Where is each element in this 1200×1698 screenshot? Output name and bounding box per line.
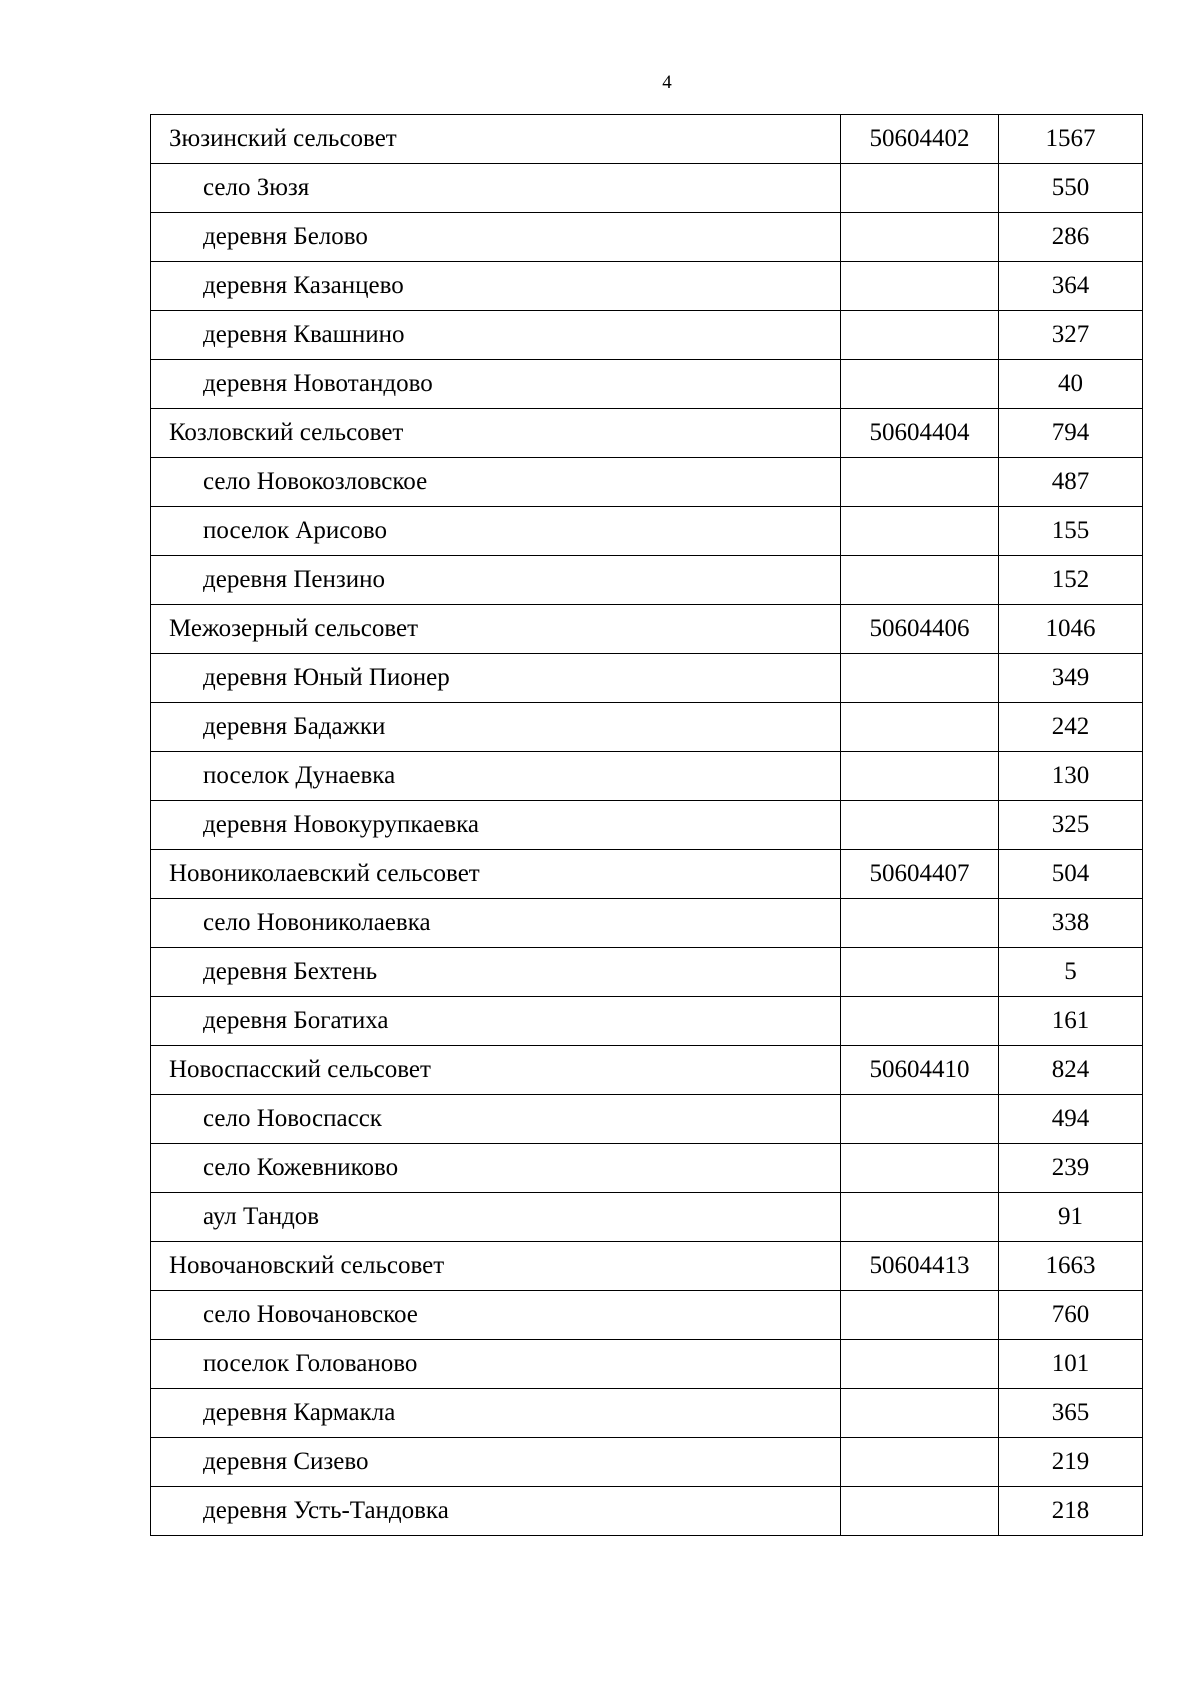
- page-number: 4: [662, 72, 672, 93]
- settlement-row: [151, 1340, 1143, 1389]
- council-name: Новониколаевский сельсовет: [151, 850, 841, 899]
- population-count: 219: [999, 1438, 1143, 1487]
- settlement-name: деревня Казанцево: [151, 262, 841, 311]
- oktmo-code: 50604402: [841, 115, 999, 164]
- council-row: [151, 850, 1143, 899]
- population-count: 5: [999, 948, 1143, 997]
- settlement-name: деревня Новокурупкаевка: [151, 801, 841, 850]
- population-count: 487: [999, 458, 1143, 507]
- settlement-name: деревня Сизево: [151, 1438, 841, 1487]
- settlement-row: [151, 164, 1143, 213]
- settlement-row: [151, 703, 1143, 752]
- oktmo-code: [841, 703, 999, 752]
- settlement-row: [151, 1144, 1143, 1193]
- settlement-name: деревня Новотандово: [151, 360, 841, 409]
- oktmo-code: [841, 458, 999, 507]
- population-count: 239: [999, 1144, 1143, 1193]
- population-count: 364: [999, 262, 1143, 311]
- settlement-row: [151, 1193, 1143, 1242]
- oktmo-code: [841, 1389, 999, 1438]
- council-row: [151, 115, 1143, 164]
- settlement-name: село Новоспасск: [151, 1095, 841, 1144]
- oktmo-code: 50604406: [841, 605, 999, 654]
- council-row: [151, 1046, 1143, 1095]
- settlement-row: [151, 948, 1143, 997]
- settlement-name: деревня Белово: [151, 213, 841, 262]
- settlement-name: деревня Усть-Тандовка: [151, 1487, 841, 1536]
- council-name: Козловский сельсовет: [151, 409, 841, 458]
- population-count: 155: [999, 507, 1143, 556]
- settlement-name: поселок Дунаевка: [151, 752, 841, 801]
- oktmo-code: [841, 899, 999, 948]
- population-count: 824: [999, 1046, 1143, 1095]
- settlement-row: [151, 213, 1143, 262]
- oktmo-code: [841, 948, 999, 997]
- council-name: Новоспасский сельсовет: [151, 1046, 841, 1095]
- population-count: 349: [999, 654, 1143, 703]
- settlement-name: поселок Арисово: [151, 507, 841, 556]
- council-row: [151, 605, 1143, 654]
- settlement-name: поселок Голованово: [151, 1340, 841, 1389]
- population-count: 494: [999, 1095, 1143, 1144]
- settlement-name: деревня Квашнино: [151, 311, 841, 360]
- settlement-row: [151, 556, 1143, 605]
- oktmo-code: [841, 1144, 999, 1193]
- oktmo-code: [841, 1193, 999, 1242]
- settlement-name: деревня Бадажки: [151, 703, 841, 752]
- population-count: 218: [999, 1487, 1143, 1536]
- population-count: 91: [999, 1193, 1143, 1242]
- oktmo-code: [841, 1487, 999, 1536]
- settlement-name: аул Тандов: [151, 1193, 841, 1242]
- population-count: 365: [999, 1389, 1143, 1438]
- table-body: [151, 115, 1143, 1536]
- oktmo-code: [841, 1438, 999, 1487]
- settlement-name: деревня Кармакла: [151, 1389, 841, 1438]
- oktmo-code: [841, 997, 999, 1046]
- population-count: 760: [999, 1291, 1143, 1340]
- settlement-name: деревня Юный Пионер: [151, 654, 841, 703]
- population-count: 794: [999, 409, 1143, 458]
- settlement-row: [151, 507, 1143, 556]
- settlement-row: [151, 1438, 1143, 1487]
- council-name: Новочановский сельсовет: [151, 1242, 841, 1291]
- settlement-name: село Новокозловское: [151, 458, 841, 507]
- oktmo-code: [841, 1291, 999, 1340]
- oktmo-code: [841, 507, 999, 556]
- council-name: Межозерный сельсовет: [151, 605, 841, 654]
- oktmo-code: 50604413: [841, 1242, 999, 1291]
- settlement-row: [151, 654, 1143, 703]
- settlement-row: [151, 752, 1143, 801]
- population-count: 161: [999, 997, 1143, 1046]
- oktmo-code: [841, 360, 999, 409]
- settlement-name: деревня Пензино: [151, 556, 841, 605]
- settlement-row: [151, 1389, 1143, 1438]
- oktmo-code: [841, 752, 999, 801]
- settlement-row: [151, 1291, 1143, 1340]
- oktmo-code: [841, 164, 999, 213]
- population-count: 40: [999, 360, 1143, 409]
- population-count: 1046: [999, 605, 1143, 654]
- oktmo-code: [841, 213, 999, 262]
- settlement-name: село Зюзя: [151, 164, 841, 213]
- population-count: 101: [999, 1340, 1143, 1389]
- settlement-row: [151, 997, 1143, 1046]
- settlement-name: село Новочановское: [151, 1291, 841, 1340]
- population-count: 550: [999, 164, 1143, 213]
- settlements-table: [150, 114, 1143, 1536]
- oktmo-code: [841, 1340, 999, 1389]
- settlement-name: село Новониколаевка: [151, 899, 841, 948]
- population-count: 327: [999, 311, 1143, 360]
- settlement-name: село Кожевниково: [151, 1144, 841, 1193]
- population-count: 1663: [999, 1242, 1143, 1291]
- population-count: 152: [999, 556, 1143, 605]
- population-count: 242: [999, 703, 1143, 752]
- oktmo-code: 50604407: [841, 850, 999, 899]
- council-row: [151, 1242, 1143, 1291]
- settlement-row: [151, 1095, 1143, 1144]
- settlement-row: [151, 262, 1143, 311]
- council-row: [151, 409, 1143, 458]
- settlement-row: [151, 311, 1143, 360]
- oktmo-code: 50604404: [841, 409, 999, 458]
- population-count: 325: [999, 801, 1143, 850]
- oktmo-code: [841, 1095, 999, 1144]
- oktmo-code: [841, 556, 999, 605]
- council-name: Зюзинский сельсовет: [151, 115, 841, 164]
- oktmo-code: [841, 262, 999, 311]
- population-count: 338: [999, 899, 1143, 948]
- oktmo-code: 50604410: [841, 1046, 999, 1095]
- settlement-name: деревня Богатиха: [151, 997, 841, 1046]
- settlement-row: [151, 360, 1143, 409]
- oktmo-code: [841, 654, 999, 703]
- settlement-row: [151, 458, 1143, 507]
- settlement-row: [151, 1487, 1143, 1536]
- settlement-name: деревня Бехтень: [151, 948, 841, 997]
- oktmo-code: [841, 311, 999, 360]
- population-count: 286: [999, 213, 1143, 262]
- settlement-row: [151, 899, 1143, 948]
- oktmo-code: [841, 801, 999, 850]
- population-count: 130: [999, 752, 1143, 801]
- population-count: 504: [999, 850, 1143, 899]
- population-count: 1567: [999, 115, 1143, 164]
- settlement-row: [151, 801, 1143, 850]
